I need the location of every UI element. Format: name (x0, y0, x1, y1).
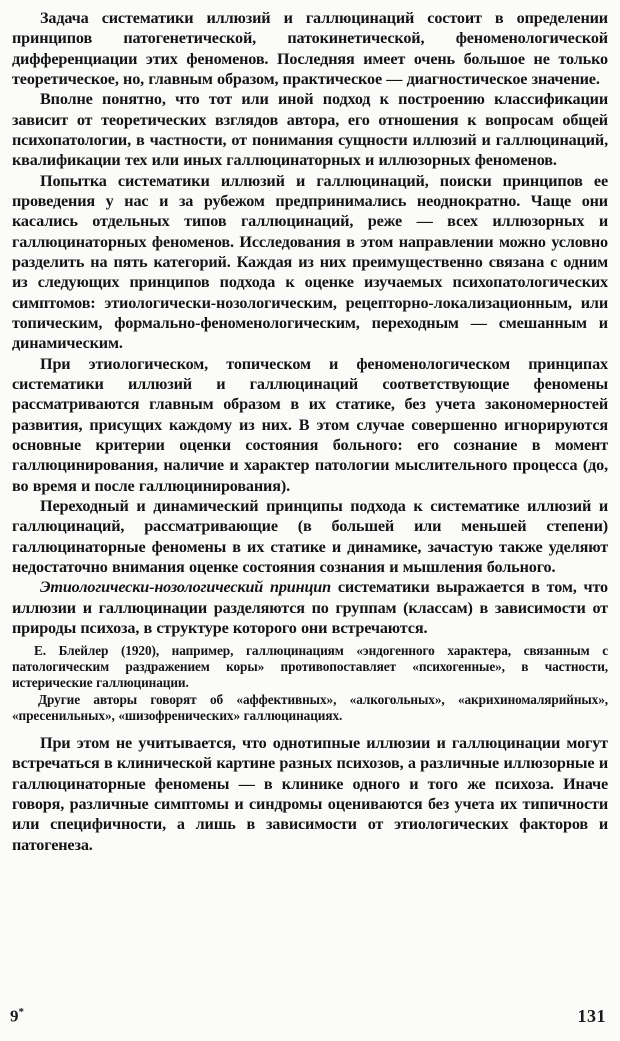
page-footer (0, 1003, 620, 1027)
page-body-text (12, 8, 608, 855)
signature-mark-asterisk: * (18, 1006, 24, 1019)
page-number: 131 (577, 1006, 606, 1026)
footnote-paragraph-other-authors: Другие авторы говорят об «аффективных», «алкогольных», «акрихиномалярийных», «пресенильных», «шизофренических» галлюцинациях. (12, 691, 608, 723)
principle-term: Этиологически-нозологический принцип (40, 578, 332, 597)
footnote-paragraph-bleuler: Е. Блейлер (1920), например, галлюцинациям «эндогенного характера, связанным с патологическим раздражением коры» противопоставляет «психогенные», в частности, истерические галлюцинации. (12, 643, 608, 691)
paragraph-4: При этиологическом, топическом и феноменологическом принципах систематики иллюзий и галлюцинаций соответствующие феномены рассматриваются главным образом в их статике, без учета закономерностей развития, присущих каждому из них. В этом случае совершенно игнорируются основные критерии оценки состояния больного: его сознание в момент галлюцинирования, наличие и характер патологии мыслительного процесса (до, во время и после галлюцинирования). (12, 354, 608, 495)
paragraph-9: При этом не учитывается, что однотипные иллюзии и галлюцинации могут встречаться в клинической картине разных психозов, а различные иллюзорные и галлюцинаторные феномены — в клинике одного и того же психоза. Иначе говоря, различные симптомы и синдромы оцениваются без учета их типичности или специфичности, а лишь в зависимости от этиологических факторов и патогенеза. (12, 733, 608, 854)
paragraph-6-rest: систематики выражается в том, что иллюзии и галлюцинации разделяются по группам (классам) в зависимости от природы психоза, в структуре которого они встречаются. (12, 578, 608, 637)
signature-mark: 9* (10, 1006, 24, 1026)
paragraph-3: Попытка систематики иллюзий и галлюцинаций, поиски принципов ее проведения у нас и за рубежом предпринимались неоднократно. Чаще они касались отдельных типов галлюцинаций, реже — всех иллюзорных и галлюцинаторных феноменов. Исследования в этом направлении можно условно разделить на пять категорий. Каждая из них преимущественно связана с одним из следующих принципов подхода к оценке изучаемых психопатологических симптомов: этиологически-нозологическим, рецепторно-локализационным, или топическим, формально-феноменологическим, переходным — смешанным и динамическим. (12, 171, 608, 353)
paragraph-1: Задача систематики иллюзий и галлюцинаций состоит в определении принципов патогенетической, патокинетической, феноменологической дифференциации этих феноменов. Последняя имеет очень большое не только теоретическое, но, главным образом, практическое — диагностическое значение. (12, 9, 608, 88)
paragraph-2: Вполне понятно, что тот или иной подход к построению классификации зависит от теоретических взглядов автора, его отношения к вопросам общей психопатологии, в частности, от понимания сущности иллюзий и галлюцинаций, квалификации тех или иных галлюцинаторных и иллюзорных феноменов. (12, 90, 608, 170)
paragraph-5: Переходный и динамический принципы подхода к систематике иллюзий и галлюцинаций, рассматривающие (в большей или меньшей степени) галлюцинаторные феномены в их статике и динамике, зачастую также уделяют недостаточно внимания оценке состояния сознания и мышления больного. (12, 496, 608, 576)
paragraph-6 (12, 577, 608, 638)
